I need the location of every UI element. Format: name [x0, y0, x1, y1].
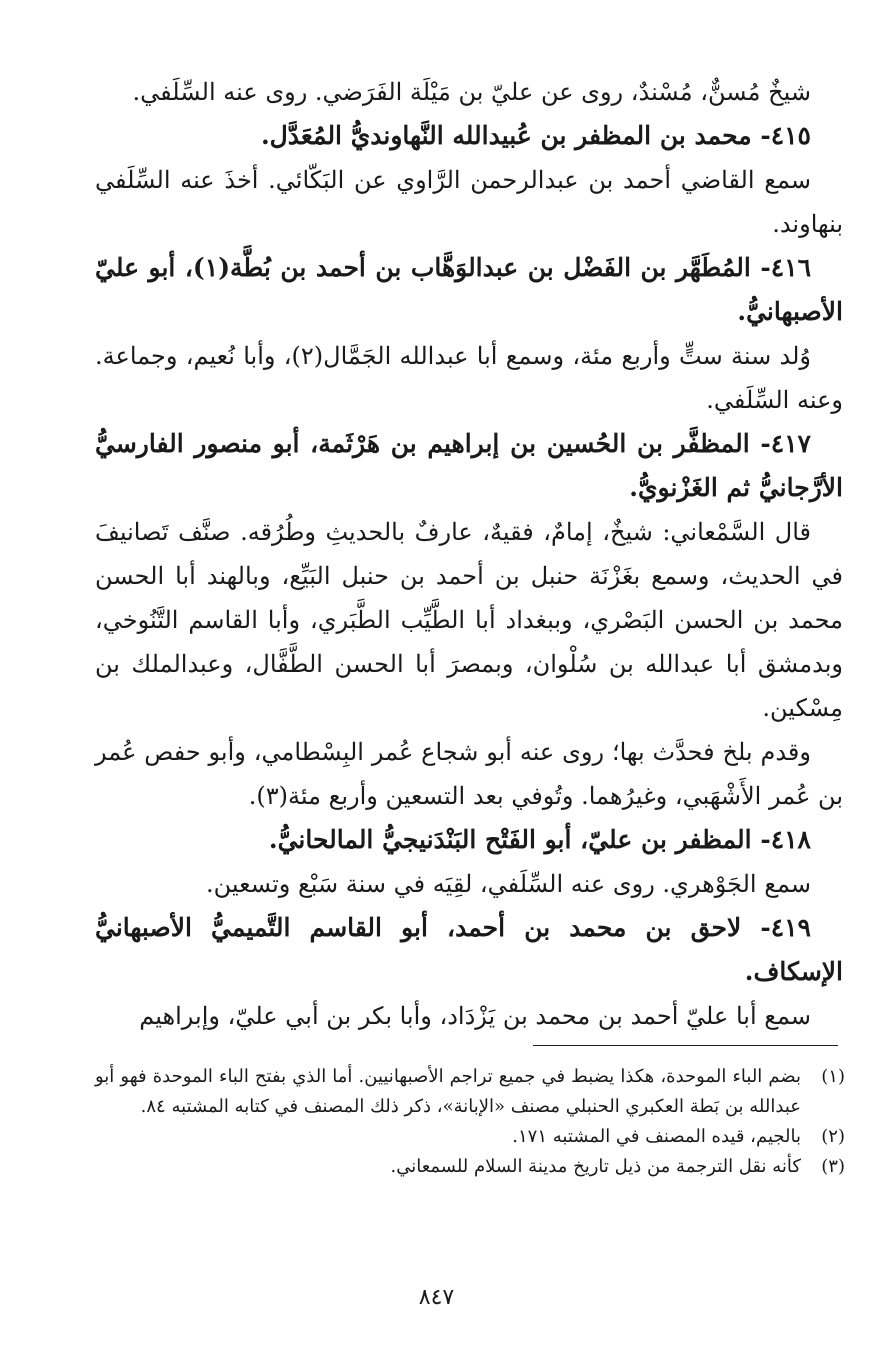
- footnote-divider: [533, 1045, 838, 1046]
- footnote-number: (٢): [821, 1126, 845, 1147]
- paragraph: وقدم بلخ فحدَّث بها؛ روى عنه أبو شجاع عُمر البِسْطامي، وأبو حفص عُمر بن عُمر الأَشْهَبي، وغيرُهما. وتُوفي بعد التسعين وأربع مئة(٣).: [95, 738, 843, 810]
- footnote-number: (١): [821, 1066, 845, 1087]
- footnote-text: بضم الباء الموحدة، هكذا يضبط في جميع تراجم الأصبهانيين. أما الذي بفتح الباء الموحدة فهو أبو عبدالله بن بَطة العكبري الحنبلي مصنف «الإبانة»، ذكر ذلك المصنف في كتابه المشتبه ٨٤.: [95, 1066, 801, 1117]
- entry-heading-415: ٤١٥- محمد بن المظفر بن عُبيدالله النَّهاونديُّ المُعَدَّل.: [260, 121, 811, 150]
- entry-heading-416: ٤١٦- المُطَهَّر بن الفَضْل بن عبدالوَهَّاب بن أحمد بن بُطَّة(١)، أبو عليّ الأصبهانيُّ.: [95, 253, 843, 326]
- footnote-number: (٣): [821, 1156, 845, 1177]
- footnote-2: [95, 1122, 845, 1152]
- paragraph: شيخٌ مُسنٌّ، مُسْندٌ، روى عن عليّ بن مَيْلَة الفَرَضي. روى عنه السِّلَفي.: [132, 78, 811, 106]
- paragraph: سمع أبا عليّ أحمد بن محمد بن يَزْدَاد، وأبا بكر بن أبي عليّ، وإبراهيم: [139, 1002, 811, 1030]
- paragraph: وُلد سنة ستٍّ وأربع مئة، وسمع أبا عبدالله الجَمَّال(٢)، وأبا نُعيم، وجماعة. وعنه السِّلَفي.: [95, 342, 843, 414]
- footnote-text: كأنه نقل الترجمة من ذيل تاريخ مدينة السلام للسمعاني.: [390, 1156, 801, 1177]
- paragraph: قال السَّمْعاني: شيخٌ، إمامٌ، فقيهٌ، عارفٌ بالحديثِ وطُرُقه. صنَّف تَصانيفَ في الحديث، وسمع بغَزْنَة حنبل بن أحمد بن حنبل البَيِّع، وبالهند أبا الحسن محمد بن الحسن البَصْري، وببغداد أبا الطَّيِّب الطَّبَري، وأبا القاسم التَّنُوخي، وبدمشق أبا عبدالله بن سُلْوان، وبمصرَ أبا الحسن الطَّفَّال، وعبدالملك بن مِسْكين.: [95, 518, 843, 722]
- footnote-1: [95, 1062, 845, 1122]
- footnote-text: بالجيم، قيده المصنف في المشتبه ١٧١.: [512, 1126, 801, 1147]
- main-text: [95, 70, 843, 1038]
- entry-heading-418: ٤١٨- المظفر بن عليّ، أبو الفَتْح البَنْدَنيجيُّ المالحانيُّ.: [268, 825, 811, 854]
- footnotes: [95, 1062, 845, 1182]
- paragraph: سمع القاضي أحمد بن عبدالرحمن الرَّاوي عن البَكّائي. أخذَ عنه السِّلَفي بنهاوند.: [95, 166, 843, 238]
- entry-heading-419: ٤١٩- لاحق بن محمد بن أحمد، أبو القاسم التَّميميُّ الأصبهانيُّ الإسكاف.: [95, 913, 843, 986]
- entry-heading-417: ٤١٧- المظفَّر بن الحُسين بن إبراهيم بن هَرْثَمة، أبو منصور الفارسيُّ الأرَّجانيُّ ثم الغَزْنويُّ.: [95, 429, 843, 502]
- body-text: [95, 70, 843, 1038]
- footnote-3: [95, 1152, 845, 1182]
- page-number: ٨٤٧: [418, 1285, 455, 1310]
- paragraph: سمع الجَوْهري. روى عنه السِّلَفي، لقِيَه في سنة سَبْع وتسعين.: [205, 870, 811, 898]
